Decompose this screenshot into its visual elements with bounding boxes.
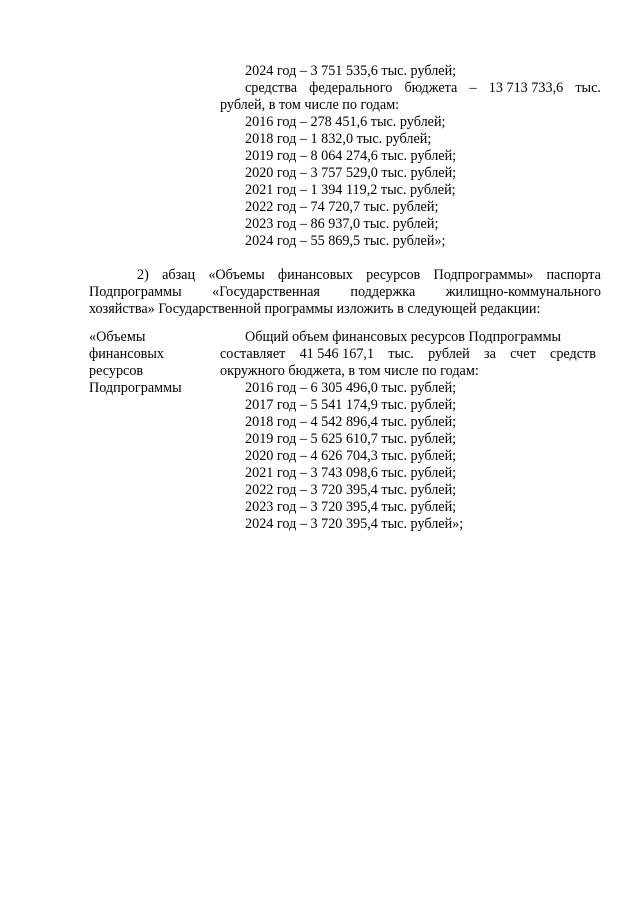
year-line: 2019 год – 8 064 274,6 тыс. рублей;: [245, 148, 457, 164]
table-right-line-1: Общий объем финансовых ресурсов Подпрограммы: [245, 329, 562, 345]
word: Подпрограммы: [89, 284, 182, 300]
year-line: 2020 год – 3 757 529,0 тыс. рублей;: [245, 165, 457, 181]
amendment-line-2: [89, 284, 601, 301]
table-left-cell-line: «Объемы: [89, 329, 146, 345]
word: 2): [137, 267, 149, 283]
word: паспорта: [546, 267, 601, 283]
year-line: 2022 год – 3 720 395,4 тыс. рублей;: [245, 482, 457, 498]
word: бюджета: [404, 80, 458, 96]
amendment-line-1: [137, 267, 601, 284]
word: абзац: [162, 267, 196, 283]
year-line: 2023 год – 3 720 395,4 тыс. рублей;: [245, 499, 457, 515]
year-line: 2023 год – 86 937,0 тыс. рублей;: [245, 216, 439, 232]
word: поддержка: [350, 284, 416, 300]
word: составляет: [220, 346, 286, 362]
word: тыс.: [575, 80, 601, 96]
year-line: 2017 год – 5 541 174,9 тыс. рублей;: [245, 397, 457, 413]
word: рублей: [428, 346, 470, 362]
year-line: 2016 год – 6 305 496,0 тыс. рублей;: [245, 380, 457, 396]
year-line: 2016 год – 278 451,6 тыс. рублей;: [245, 114, 446, 130]
word: тыс.: [388, 346, 414, 362]
year-line-2024-regional: 2024 год – 3 751 535,6 тыс. рублей;: [245, 63, 457, 79]
year-line: 2022 год – 74 720,7 тыс. рублей;: [245, 199, 439, 215]
table-left-cell-line: ресурсов: [89, 363, 144, 379]
year-line: 2024 год – 55 869,5 тыс. рублей»;: [245, 233, 446, 249]
amendment-line-3: хозяйства» Государственной программы изложить в следующей редакции:: [89, 301, 541, 317]
federal-funds-line-2: рублей, в том числе по годам:: [220, 97, 400, 113]
federal-funds-line: [245, 80, 601, 97]
table-right-line-3: окружного бюджета, в том числе по годам:: [220, 363, 479, 379]
year-line: 2021 год – 1 394 119,2 тыс. рублей;: [245, 182, 456, 198]
year-line: 2024 год – 3 720 395,4 тыс. рублей»;: [245, 516, 464, 532]
table-right-line-2: [220, 346, 596, 363]
year-line: 2020 год – 4 626 704,3 тыс. рублей;: [245, 448, 457, 464]
word: «Объемы: [208, 267, 265, 283]
year-line: 2019 год – 5 625 610,7 тыс. рублей;: [245, 431, 457, 447]
word: средства: [245, 80, 298, 96]
word: Подпрограммы»: [433, 267, 534, 283]
word: «Государственная: [212, 284, 320, 300]
word: 41 546 167,1: [299, 346, 375, 362]
word: счет: [510, 346, 536, 362]
word: финансовых: [277, 267, 353, 283]
table-left-cell-line: Подпрограммы: [89, 380, 182, 396]
word: –: [469, 80, 477, 96]
word: 13 713 733,6: [488, 80, 564, 96]
word: средств: [550, 346, 596, 362]
word: ресурсов: [366, 267, 421, 283]
year-line: 2018 год – 1 832,0 тыс. рублей;: [245, 131, 432, 147]
word: жилищно-коммунального: [445, 284, 601, 300]
table-left-cell-line: финансовых: [89, 346, 164, 362]
word: федерального: [309, 80, 393, 96]
word: за: [483, 346, 496, 362]
year-line: 2021 год – 3 743 098,6 тыс. рублей;: [245, 465, 457, 481]
year-line: 2018 год – 4 542 896,4 тыс. рублей;: [245, 414, 457, 430]
